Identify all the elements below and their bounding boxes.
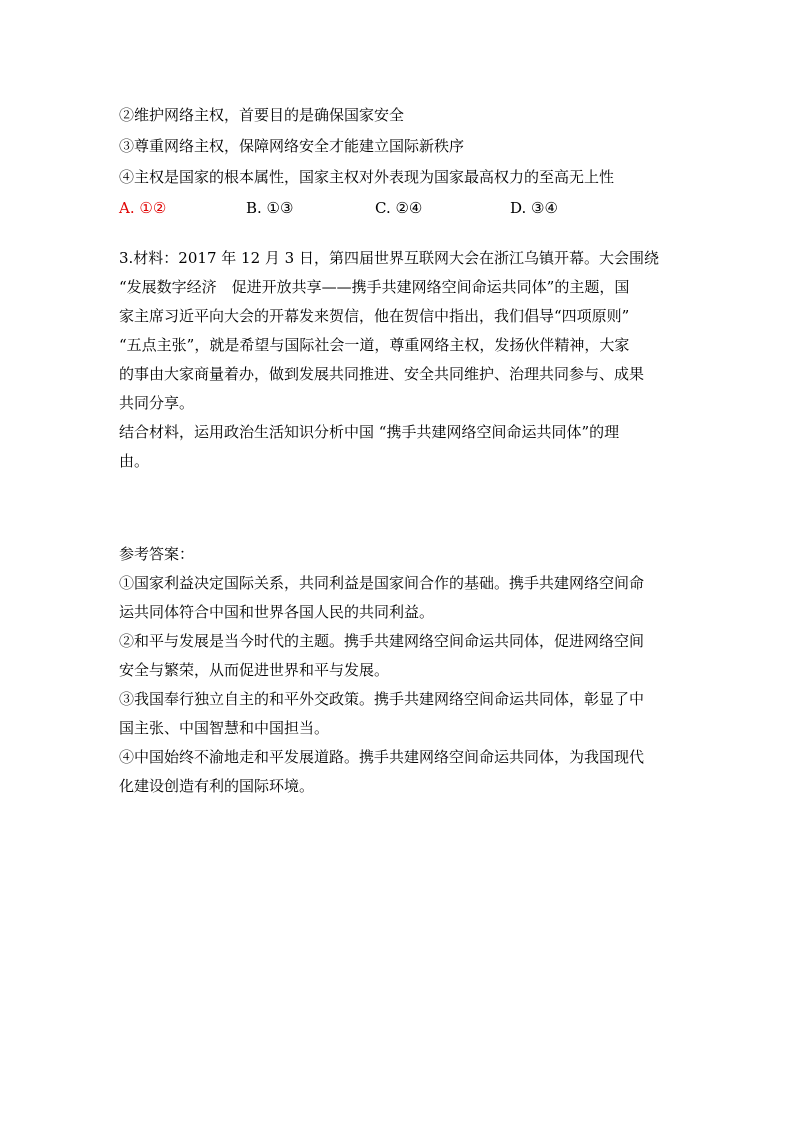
answer-line: ②和平与发展是当今时代的主题。携手共建网络空间命运共同体，促进网络空间 [119, 632, 645, 650]
choice-statement-4: ④主权是国家的根本属性，国家主权对外表现为国家最高权力的至高无上性 [119, 168, 615, 186]
answer-options [119, 193, 679, 224]
reference-answer [119, 540, 679, 801]
material-line: 的事由大家商量着办，做到发展共同推进、安全共同维护、治理共同参与、成果 [119, 365, 645, 383]
answer-line: ①国家利益决定国际关系，共同利益是国家间合作的基础。携手共建网络空间命 [119, 574, 645, 592]
option-b: B. ①③ [246, 199, 294, 217]
question-3-prompt [119, 418, 679, 476]
option-c: C. ②④ [375, 199, 423, 217]
material-line: 共同分享。 [119, 394, 195, 412]
option-a: A. ①② [119, 199, 167, 217]
answer-line: 安全与繁荣，从而促进世界和平与发展。 [119, 661, 390, 679]
prompt-line: 结合材料，运用政治生活知识分析中国 “携手共建网络空间命运共同体”的理 [119, 423, 620, 441]
material-line: 家主席习近平向大会的开幕发来贺信，他在贺信中指出，我们倡导“四项原则” [119, 307, 630, 325]
answer-line: ④中国始终不渝地走和平发展道路。携手共建网络空间命运共同体，为我国现代 [119, 748, 645, 766]
choice-statements [119, 100, 679, 193]
answer-body [119, 569, 679, 801]
prompt-line: 由。 [119, 452, 150, 470]
answer-line: 国主张、中国智慧和中国担当。 [119, 719, 330, 737]
answer-line: 运共同体符合中国和世界各国人民的共同利益。 [119, 603, 435, 621]
option-d: D. ③④ [510, 199, 558, 217]
answer-line: ③我国奉行独立自主的和平外交政策。携手共建网络空间命运共同体，彰显了中 [119, 690, 645, 708]
choice-statement-3: ③尊重网络主权，保障网络安全才能建立国际新秩序 [119, 137, 465, 155]
material-line: “发展数字经济 促进开放共享——携手共建网络空间命运共同体”的主题，国 [119, 278, 630, 296]
question-3-material [119, 244, 679, 418]
question-3 [119, 244, 679, 476]
material-line: 3.材料：2017 年 12 月 3 日，第四届世界互联网大会在浙江乌镇开幕。大会围绕 [119, 249, 659, 267]
choice-statement-2: ②维护网络主权，首要目的是确保国家安全 [119, 106, 405, 124]
document-page [119, 100, 679, 801]
answer-line: 化建设创造有利的国际环境。 [119, 777, 315, 795]
answer-heading: 参考答案： [119, 545, 195, 563]
material-line: “五点主张”，就是希望与国际社会一道，尊重网络主权，发扬伙伴精神，大家 [119, 336, 630, 354]
